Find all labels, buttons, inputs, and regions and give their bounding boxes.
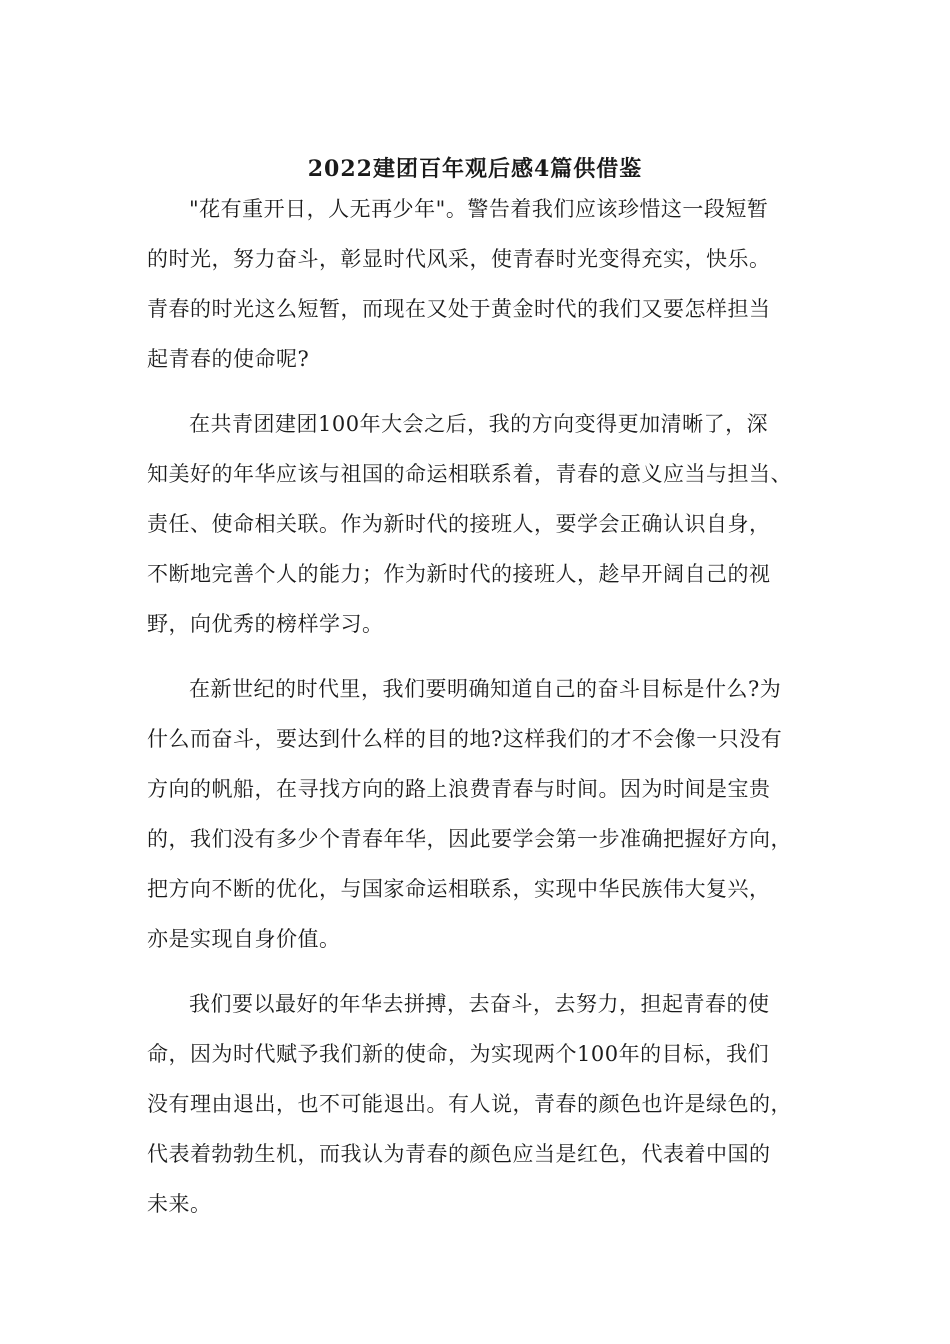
paragraph-3 bbox=[147, 664, 813, 964]
paragraph-line: 责任、使命相关联。作为新时代的接班人，要学会正确认识自身， bbox=[147, 512, 771, 536]
paragraph-line: 起青春的使命呢? bbox=[147, 347, 310, 371]
paragraph-line: 方向的帆船，在寻找方向的路上浪费青春与时间。因为时间是宝贵 bbox=[147, 777, 771, 801]
paragraph-4 bbox=[147, 979, 813, 1229]
paragraph-line: 我们要以最好的年华去拼搏，去奋斗，去努力，担起青春的使 bbox=[189, 992, 770, 1016]
paragraph-line: 知美好的年华应该与祖国的命运相联系着，青春的意义应当与担当、 bbox=[147, 462, 792, 486]
paragraph-line: 在共青团建团100年大会之后，我的方向变得更加清晰了，深 bbox=[189, 412, 769, 436]
paragraph-line: 命，因为时代赋予我们新的使命，为实现两个100年的目标，我们 bbox=[147, 1042, 770, 1066]
document-title: 2022建团百年观后感4篇供借鉴 bbox=[307, 155, 643, 182]
paragraph-line: 在新世纪的时代里，我们要明确知道自己的奋斗目标是什么?为 bbox=[189, 677, 782, 701]
paragraph-line: 的，我们没有多少个青春年华，因此要学会第一步准确把握好方向， bbox=[147, 827, 792, 851]
document-body bbox=[147, 184, 813, 1244]
paragraph-line: 野，向优秀的榜样学习。 bbox=[147, 612, 384, 636]
paragraph-1 bbox=[147, 184, 813, 384]
paragraph-line: 不断地完善个人的能力；作为新时代的接班人，趁早开阔自己的视 bbox=[147, 562, 771, 586]
paragraph-line: "花有重开日，人无再少年"。警告着我们应该珍惜这一段短暂 bbox=[189, 197, 769, 221]
paragraph-line: 的时光，努力奋斗，彰显时代风采，使青春时光变得充实，快乐。 bbox=[147, 247, 771, 271]
paragraph-line: 亦是实现自身价值。 bbox=[147, 927, 341, 951]
paragraph-line: 没有理由退出，也不可能退出。有人说，青春的颜色也许是绿色的， bbox=[147, 1092, 792, 1116]
paragraph-line: 什么而奋斗，要达到什么样的目的地?这样我们的才不会像一只没有 bbox=[147, 727, 783, 751]
paragraph-line: 青春的时光这么短暂，而现在又处于黄金时代的我们又要怎样担当 bbox=[147, 297, 771, 321]
paragraph-2 bbox=[147, 399, 813, 649]
paragraph-line: 未来。 bbox=[147, 1192, 212, 1216]
paragraph-line: 代表着勃勃生机，而我认为青春的颜色应当是红色，代表着中国的 bbox=[147, 1142, 771, 1166]
paragraph-line: 把方向不断的优化，与国家命运相联系，实现中华民族伟大复兴， bbox=[147, 877, 771, 901]
